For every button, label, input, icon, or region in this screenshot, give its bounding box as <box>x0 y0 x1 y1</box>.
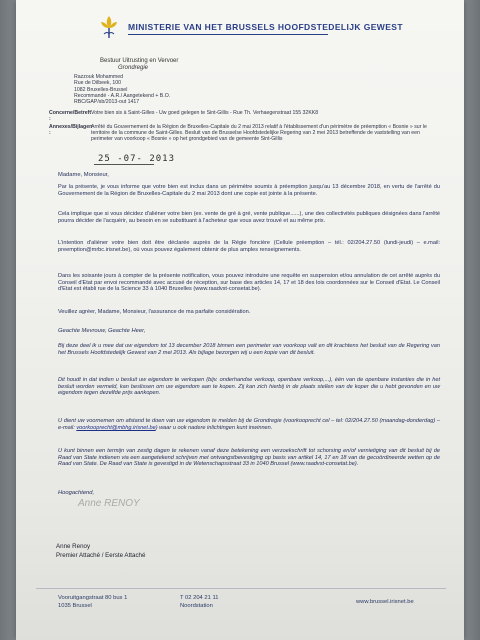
dutch-closing: Hoogachtend, <box>58 490 95 496</box>
department-line: Bestuur Uitrusting en Vervoer <box>100 58 179 64</box>
footer-address <box>58 594 127 610</box>
french-paragraph-2: Cela implique que si vous décidez d'aliéner votre bien (ex. vente de gré à gré, vente publique......), une des collectivités publiques désignées dans l'arrêté pourra décider de l'acquérir, au besoin en se substituant à l'acheteur que vous avez trouvé et au même prix. <box>58 211 440 224</box>
annexes-label: Annexes/Bijlagen : <box>49 123 93 136</box>
dutch-paragraph-4: U kunt binnen een termijn van zestig dagen te rekenen vanaf deze betekening een verzoekschrift tot schorsing en/of vernietiging van dit besluit bij de Raad van State indienen via een aangetekend schrijven met ontvangstbevestiging op basis van artikel 14, 17 en 18 van de gecoördineerde wetten op de Raad van State. De Raad van State is gevestigd in de Wetenschapsstraat 33 in 1040 Brussel (www.raadvst-consetat.be). <box>58 448 440 468</box>
ministry-title: MINISTERIE VAN HET BRUSSELS HOOFDSTEDELIJK GEWEST <box>128 22 403 32</box>
dutch-paragraph-2: Dit houdt in dat indien u besluit uw eigendom te verkopen (bijv. onderhandse verkoop, openbare verkoop,...), één van de openbare instanties die in het besluit worden vermeld, kan beslissen om uw eigendom aan te kopen. Zij kan zich hierbij in de plaats stellen van de koper die u hebt gevonden en uw eigendom tegen dezelfde prijs aankopen. <box>58 377 440 397</box>
dutch-paragraph-1: Bij deze deel ik u mee dat uw eigendom tot 13 december 2018 binnen een perimeter van voorkoop valt en dit krachtens het besluit van de Regering van het Brussels Hoofdstedelijk Gewest van 2 mei 2013. Als bijlage bezorgen wij u een kopie van dit besluit. <box>58 343 440 356</box>
french-paragraph-4: Dans les soixante jours à compter de la présente notification, vous pouvez introduire une requête en suspension et/ou annulation de cet arrêté auprès du Conseil d'Etat par envoi recommandé avec accusé de réception, sur base des articles 14, 17 et 18 des lois coordonnées sur le Conseil d'Etat. Le Conseil d'Etat est établi rue de la Science 33 à 1040 Bruxelles (www.raadvst-consetat.be). <box>58 273 440 293</box>
department <box>100 58 178 72</box>
signatory-title: Premier Attaché / Eerste Attaché <box>56 552 146 559</box>
date-stamp: 25 -07- 2013 <box>98 154 176 164</box>
dutch-paragraph-3-start: U dient uw voornemen om afstand te doen van uw eigendom te melden bij de Grondregie (voorkooprecht cel – tel: 02/204.27.50 (maandag-donderdag) – e-mail: <box>58 418 440 431</box>
annexes-value: Arrêté du Gouvernement de la Région de Bruxelles-Capitale du 2 mai 2013 relatif à l'établissement d'un périmètre de préemption « Bosnie » sur le territoire de la commune de Saint-Gilles. Besluit van de Brusselse Hoofdstedelijke Regering van 2 mei 2013 betreffende de vaststelling van een perimeter van voorkoop « Bosnie » op het grondgebied van de gemeente Sint-Gillis <box>91 123 427 143</box>
signatory-name: Anne Renoy <box>56 543 91 550</box>
concerne-label: Concerne/Betreft : <box>49 110 92 123</box>
iris-logo-icon <box>98 14 120 40</box>
footer-website[interactable]: www.brussel.irisnet.be <box>356 599 414 605</box>
header-rule <box>128 34 328 35</box>
signature-stamp: Anne RENOY <box>78 498 140 509</box>
email-link[interactable]: voorkooprecht@mbhg.irisnet.be <box>76 424 156 431</box>
footer-rule <box>36 588 446 589</box>
addressee-street: Rue de Dilbeek, 100 <box>74 80 122 87</box>
dutch-paragraph-3-end: ) waar u ook nadere inlichtingen kunt inwinnen. <box>155 424 273 431</box>
dutch-salutation: Geachte Mevrouw, Geachte Heer, <box>58 328 146 334</box>
concerne-value: Votre bien sis à Saint-Gilles - Uw goed gelegen te Sint-Gillis - Rue Th. Verhaegenstraat 155 32KK8 <box>91 110 319 116</box>
addressee-city: 1082 Bruxelles-Brussel <box>74 86 128 93</box>
delivery-mode: Recommandé - A.R./ Aangetekend + B.O. <box>74 92 171 99</box>
addressee-block <box>74 74 170 105</box>
dutch-paragraph-3 <box>58 418 440 431</box>
footer <box>16 588 464 640</box>
french-salutation: Madame, Monsieur, <box>58 172 109 178</box>
footer-street: Vooruitgangstraat 80 bus 1 <box>58 595 128 601</box>
footer-contact <box>180 594 218 610</box>
french-paragraph-1: Par la présente, je vous informe que votre bien est inclus dans un périmètre soumis à préemption jusqu'au 13 décembre 2018, en vertu de l'arrêté du Gouvernement de la Région de Bruxelles-Capitale du 2 mai 2013 dont une copie est jointe à la présente. <box>58 184 440 197</box>
addressee-name: Razzouk Mohammed <box>74 74 124 80</box>
reference: RBC/GAP/sb/2013-out 1417 <box>74 99 140 106</box>
french-paragraph-3: L'intention d'aliéner votre bien doit être déclarée auprès de la Régie foncière (Cellule préemption – tél.: 02/204.27.50 (lundi-jeudi) – e.mail: preemption@mrbc.irisnet.be), où vous pouvez également obtenir de plus amples renseignements. <box>58 240 440 253</box>
french-closing: Veuillez agréer, Madame, Monsieur, l'assurance de ma parfaite considération. <box>58 309 251 315</box>
signatory <box>56 542 145 560</box>
department-subline: Grondregie <box>118 65 149 71</box>
date-underline <box>94 164 154 165</box>
footer-city: 1035 Brussel <box>58 603 92 609</box>
subject-block <box>49 110 429 143</box>
footer-station: Noordstation <box>180 603 213 609</box>
letter-sheet <box>16 0 464 640</box>
footer-phone: T 02 204 21 11 <box>180 595 219 601</box>
